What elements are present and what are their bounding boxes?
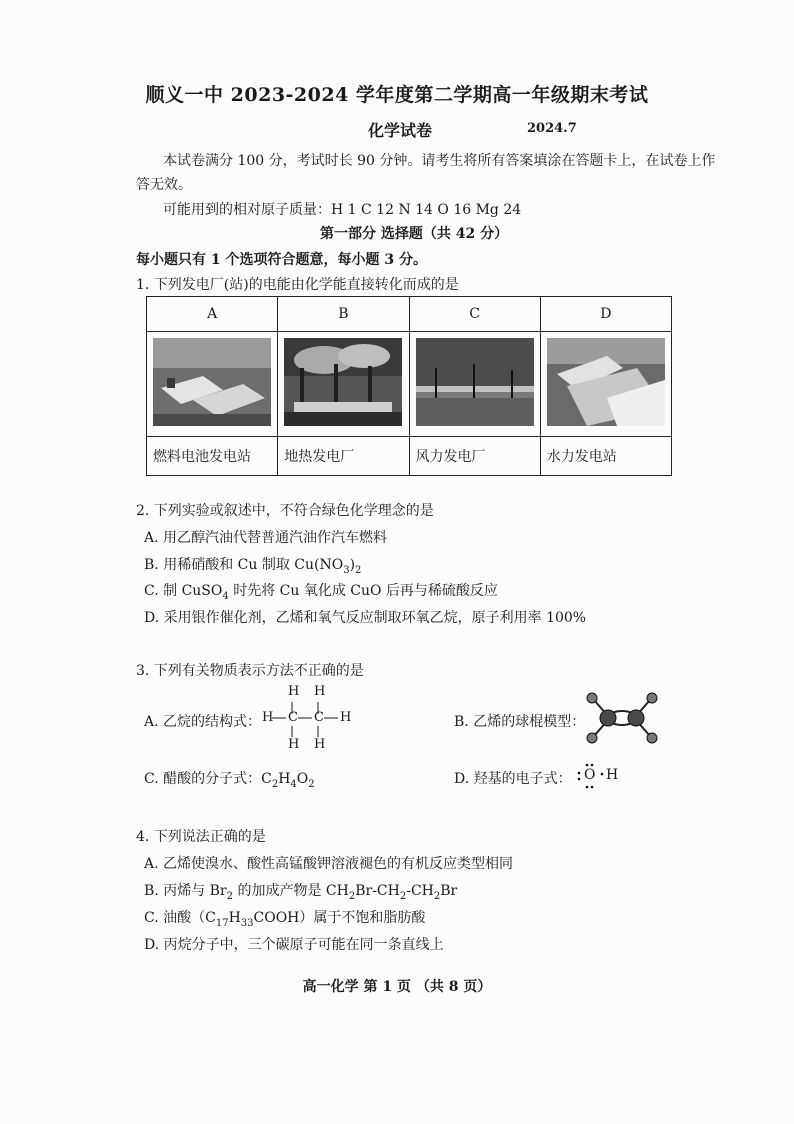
q4-option-d: D. 丙烷分子中，三个碳原子可能在同一条直线上 bbox=[144, 937, 444, 953]
q3-option-b: B. 乙烯的球棍模型： bbox=[454, 714, 586, 730]
q3-option-d: D. 羟基的电子式： bbox=[454, 771, 572, 787]
exam-title: 顺义一中 2023-2024 学年度第二学期高一年级期末考试 bbox=[145, 84, 649, 106]
q4-stem: 4. 下列说法正确的是 bbox=[136, 829, 266, 845]
part1-instruction: 每小题只有 1 个选项符合题意，每小题 3 分。 bbox=[136, 252, 427, 268]
q1-stem: 1. 下列发电厂(站)的电能由化学能直接转化而成的是 bbox=[136, 277, 459, 293]
q3-option-c: C. 醋酸的分子式：$C_2H_4O_2$ bbox=[144, 771, 315, 790]
ethane-atom-h: H bbox=[314, 684, 326, 699]
q1-header-a: A bbox=[147, 297, 278, 332]
q2-option-b: B. 用稀硝酸和 Cu 制取 $Cu(NO_3)_2$ bbox=[144, 557, 362, 576]
q1-caption-c: 风力发电厂 bbox=[409, 437, 540, 476]
exam-subtitle: 化学试卷 bbox=[368, 121, 433, 140]
q2-stem: 2. 下列实验或叙述中，不符合绿色化学理念的是 bbox=[136, 503, 434, 519]
exam-date: 2024.7 bbox=[527, 121, 577, 136]
ethane-atom-h: H bbox=[340, 710, 352, 725]
q1-option-table bbox=[146, 296, 672, 476]
q1-header-c: C bbox=[409, 297, 540, 332]
q4-option-c: C. 油酸$(C_{17}H_{33}COOH)$属于不饱和脂肪酸 bbox=[144, 910, 426, 929]
fuel-cell-station-photo bbox=[153, 338, 271, 426]
q2-option-c: C. 制 CuSO$_4$ 时先将 Cu 氧化成 CuO 后再与稀硫酸反应 bbox=[144, 583, 498, 602]
part1-title: 第一部分 选择题（共 42 分） bbox=[320, 226, 509, 242]
intro-line-2: 答无效。 bbox=[136, 177, 192, 193]
atomic-masses: 可能用到的相对原子质量：H 1 C 12 N 14 O 16 Mg 24 bbox=[163, 202, 522, 218]
page-footer: 高一化学 第 1 页 （共 8 页） bbox=[302, 979, 492, 995]
q1-header-b: B bbox=[278, 297, 409, 332]
q1-caption-d: 水力发电站 bbox=[540, 437, 671, 476]
ethane-atom-h: H bbox=[262, 710, 274, 725]
q3-option-a: A. 乙烷的结构式： bbox=[144, 714, 262, 730]
q3-stem: 3. 下列有关物质表示方法不正确的是 bbox=[136, 663, 364, 679]
intro-line-1: 本试卷满分 100 分，考试时长 90 分钟。请考生将所有答案填涂在答题卡上，在试卷上作 bbox=[163, 153, 716, 169]
ethane-atom-c: C bbox=[288, 710, 298, 725]
hydro-station-photo bbox=[547, 338, 665, 426]
hydroxyl-electron-dots bbox=[576, 762, 610, 790]
hydroxyl-atom-o: O bbox=[584, 767, 596, 783]
geothermal-plant-photo bbox=[284, 338, 402, 426]
q2-option-a: A. 用乙醇汽油代替普通汽油作汽车燃料 bbox=[144, 530, 388, 546]
ethane-atom-c: C bbox=[314, 710, 324, 725]
q1-caption-b: 地热发电厂 bbox=[278, 437, 409, 476]
ethane-atom-h: H bbox=[288, 737, 300, 752]
q4-option-b: B. 丙烯与 $Br_2$ 的加成产物是 $CH_2Br-CH_2-CH_2Br$ bbox=[144, 883, 458, 902]
ethane-atom-h: H bbox=[288, 684, 300, 699]
ethane-atom-h: H bbox=[314, 737, 326, 752]
hydroxyl-atom-h: H bbox=[606, 767, 619, 783]
ethane-bonds bbox=[260, 690, 360, 746]
q1-caption-a: 燃料电池发电站 bbox=[147, 437, 278, 476]
q2-option-d: D. 采用银作催化剂，乙烯和氧气反应制取环氧乙烷，原子利用率 100% bbox=[144, 610, 587, 626]
q4-option-a: A. 乙烯使溴水、酸性高锰酸钾溶液褪色的有机反应类型相同 bbox=[144, 856, 514, 872]
q1-header-d: D bbox=[540, 297, 671, 332]
wind-farm-photo bbox=[416, 338, 534, 426]
ethylene-ball-stick-model bbox=[582, 690, 662, 746]
